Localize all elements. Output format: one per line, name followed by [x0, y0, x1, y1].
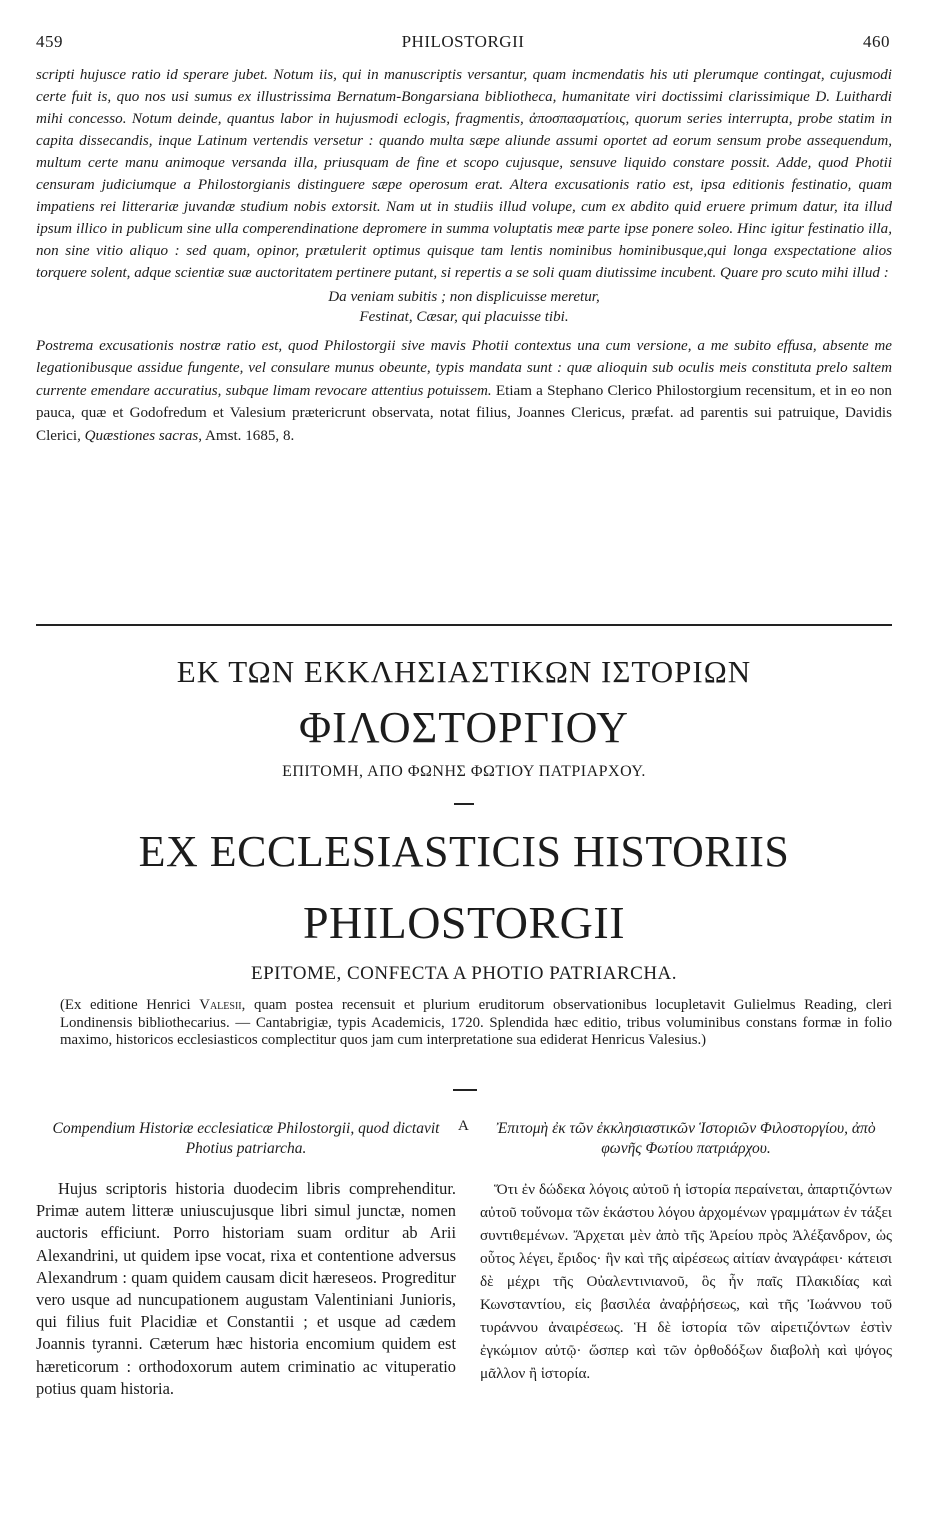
latin-column-heading: Compendium Historiæ ecclesiaticæ Philostorgii, quod dictavit Photius patriarcha. [52, 1120, 440, 1157]
verse-line-2: Festinat, Cæsar, qui placuisse tibi. [359, 309, 569, 325]
verse-quotation [36, 287, 892, 327]
edition-note [60, 997, 892, 1050]
title-dash [454, 803, 474, 805]
running-title: PHILOSTORGII [401, 32, 525, 51]
latin-column [36, 1178, 456, 1400]
margin-letter: A [458, 1118, 469, 1134]
greek-title-line-2: ΦΙΛΟΣΤΟΡΓΙΟΥ [298, 703, 630, 752]
latin-subtitle: EPITOME, CONFECTA A PHOTIO PATRIARCHA. [250, 963, 678, 984]
preface-paragraph-1: scripti hujusce ratio id sperare jubet. Notum iis, qui in manuscriptis versantur, quam incmendatis his uti plerumque contingat, cujusmodi certe fuit is, quo nos usi sumus ex illustrissima Bernatum-Bongarsiana bibliotheca, humanitate viri doctissimi clarissimique D. Luithardi mihi concesso. Notum deinde, quantus labor in hujusmodi eclogis, fragmentis, ἀποσπασματίοις, quorum series interrupta, probe statim in capita dissecandis, inque Latinum vertendis versetur : quando multa sæpe aliunde assumi oportet ad eorum sensum probe assequendum, multum certe manu animoque versanda illa, priusquam de fine et scopo cujusque, sensuve liquido constare possit. Adde, quod Photii censuram judiciumque a Philostorgianis distinguere sæpe operosum erat. Altera excusationis ratio est, ipsa editionis festinatio, quam impatiens rei litterariæ juvandæ studium nobis extorsit. Nam ut in studiis illud volupe, cum ex abdito quid eruere primum datur, ita illud ipsum illico in publicum sine ulla comperendinatione depromere in summa voluptatis meæ parte ipse ponere soleo. Hinc igitur festinatio illa, non sine vitio aliquo : sed quam, opinor, prætulerit optimus quisque tam lentis nominibus hominibusque,qui longa exspectatione alios torquere solent, adque scientiæ suæ auctoritatem pertinere putant, si repertis a se soli quam diutissime incubent. Quare pro scuto mihi illud : [36, 67, 892, 281]
preface-paragraph-2 [36, 335, 892, 447]
paragraph-2-italic-title: Quæstiones sacras [84, 427, 199, 444]
latin-column-paragraph: Hujus scriptoris historia duodecim libris comprehenditur. Primæ autem litteræ uniuscujusque libri simul junctæ, nomen auctoris efficiunt. Porro historiam suam orditur ab Arii Alexandrini, ut quidem ipse vocat, rixa et contentione adversus Alexandrum : quam quidem causam dicit hæreseos. Progreditur vero usque ad nuncupationem augustam Valentiniani Junioris, qui filius fuit Placidiæ et Constantii ; et usque ad cædem Joannis tyranni. Cæterum hæc historia encomium quidem est hæreticorum : orthodoxorum autem criminatio ac vituperatio potius quam historia. [36, 1179, 456, 1398]
greek-title-line-1: ΕΚ ΤΩΝ ΕΚΚΛΗΣΙΑΣΤΙΚΩΝ ΙΣΤΟΡΙΩΝ [176, 654, 752, 689]
edition-note-part-2: , quam postea recensuit et plurium eruditorum observationibus locupletavit Gulielmus Reading, cleri Londinensis bibliothecarius. — Cantabrigiæ, typis Academicis, 1720. Splendida hæc editio, tribus voluminibus constans formæ in folio maximo, historicos ecclesiasticos complectitur quos jam cum interpretatione sua ediderat Henricus Valesius.) [60, 997, 892, 1049]
greek-column-heading: Ἐπιτομὴ ἐκ τῶν ἐκκλησιαστικῶν Ἱστοριῶν Φιλοστοργίου, ἀπὸ φωνῆς Φωτίου πατριάρχου. [496, 1120, 876, 1157]
preface-text [36, 64, 892, 447]
latin-title-line-1: EX ECCLESIASTICIS HISTORIIS [138, 827, 790, 876]
latin-title-line-2: PHILOSTORGII [302, 897, 626, 948]
verse-line-1: Da veniam subitis ; non displicuisse meretur, [328, 289, 600, 305]
greek-column-paragraph: Ὅτι ἐν δώδεκα λόγοις αὐτοῦ ἡ ἱστορία περαίνεται, ἀπαρτιζόντων αὐτοῦ τοὔνομα τῶν ἑκάστου λόγου ἀρχομένων γραμμάτων ἐν τάξει συντιθεμένων. Ἄρχεται μὲν ἀπὸ τῆς Ἀρείου πρὸς Ἀλέξανδρον, ὡς οὗτος λέγει, ἔριδος· ἣν καὶ τῆς αἱρέσεως αἰτίαν ἀναγράφει· κάτεισι δὲ μέχρι τῆς Οὐαλεντινιανοῦ, ὃς ἦν παῖς Πλακιδίας καὶ Κωνσταντίου, εἰς βασιλέα ἀναῤῥήσεως, καὶ τῆς Ἰωάννου τοῦ τυράννου ἀναιρέσεως. Ἡ δὲ ἱστορία τῶν αἱρετιζόντων ἐστὶν ἐγκώμιον αὐτῷ· ὥσπερ καὶ τῶν ὀρθοδόξων διαβολὴ καὶ ψόγος μᾶλλον ἢ ἱστορία. [480, 1181, 892, 1382]
greek-column [480, 1178, 892, 1385]
edition-note-valesii: Valesii [199, 997, 242, 1013]
page-number-right: 460 [863, 32, 890, 51]
edition-note-part-1: (Ex editione Henrici [60, 997, 200, 1013]
greek-subtitle: ΕΠΙΤΟΜΗ, ΑΠΟ ΦΩΝΗΣ ΦΩΤΙΟΥ ΠΑΤΡΙΑΡΧΟΥ. [282, 763, 646, 780]
paragraph-2-roman-c: , Amst. 1685, 8. [198, 427, 295, 444]
paragraph-2-roman-a: Etiam a Stephano Clerico Philostorgium recensitum, et in eo non pauca, quæ et Godofredum et Valesium prætericrunt observata, notat filius, Joannes Clericus, præfat. ad parentis sui patruique, Davidis Clerici, [36, 382, 892, 444]
running-header [36, 32, 890, 56]
page-number-left: 459 [36, 32, 63, 51]
paragraph-2-italic: Postrema excusationis nostræ ratio est, quod Philostorgii sive mavis Photii contextus una cum versione, a me subito effusa, absente me legationibusque assidue fungente, vel consulare munus obeunte, typis mandata sunt : quæ alioquin sub oculis meis constituta prelo saltem currente emendare accuratius, subque limam revocare attentius potuissem. [36, 338, 892, 399]
section-divider [36, 624, 892, 626]
edition-dash [453, 1089, 477, 1091]
